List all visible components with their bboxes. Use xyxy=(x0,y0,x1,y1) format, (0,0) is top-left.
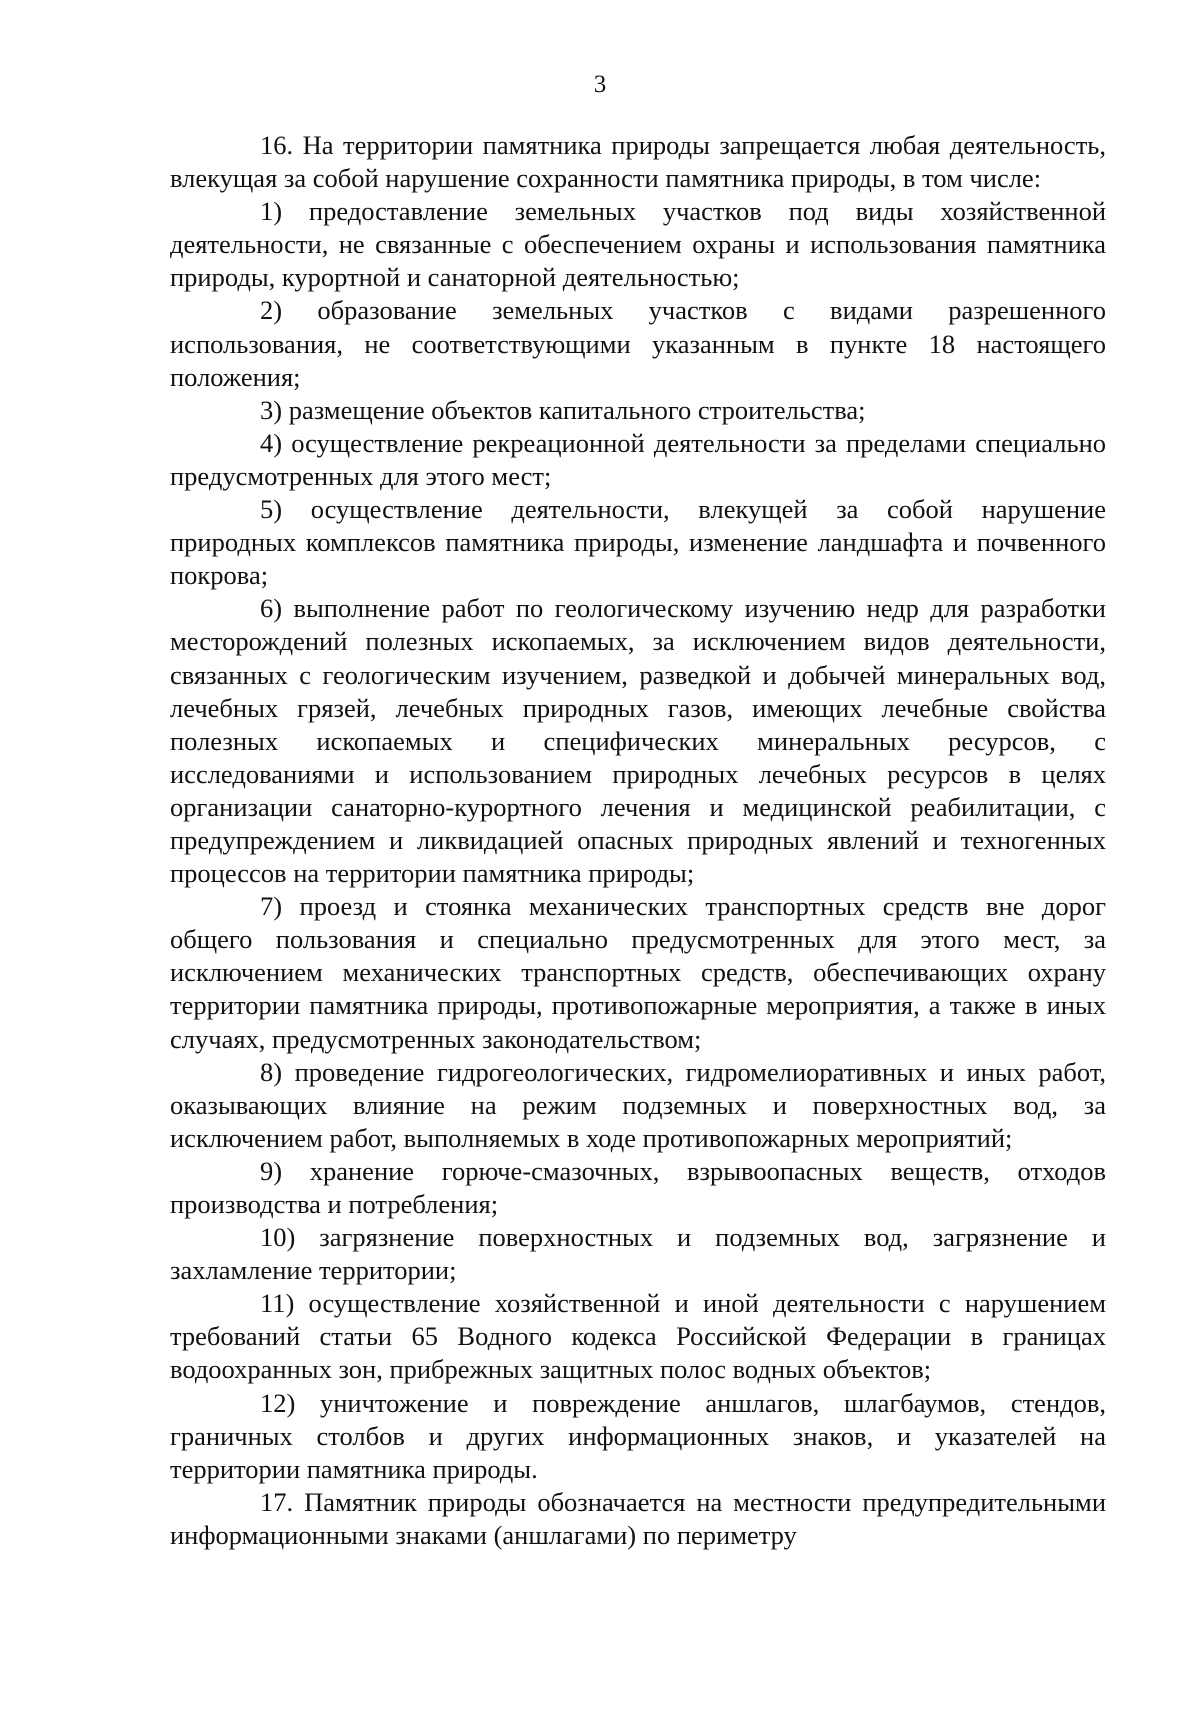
paragraph-17: 17. Памятник природы обозначается на местности предупредительными информационными знаками (аншлагами) по периметру xyxy=(170,1486,1106,1550)
list-item-12: 12) уничтожение и повреждение аншлагов, шлагбаумов, стендов, граничных столбов и других информационных знаков, и указателей на территории памятника природы. xyxy=(170,1387,1106,1484)
list-item-5: 5) осуществление деятельности, влекущей за собой нарушение природных комплексов памятника природы, изменение ландшафта и почвенного покрова; xyxy=(170,494,1106,591)
list-item-7: 7) проезд и стоянка механических транспортных средств вне дорог общего пользования и специально предусмотренных для этого мест, за исключением механических транспортных средств, обеспечивающих охрану территории памятника природы, противопожарные мероприятия, а также в иных случаях, предусмотренных законодательством; xyxy=(170,891,1106,1054)
list-item-8: 8) проведение гидрогеологических, гидромелиоративных и иных работ, оказывающих влияние на режим подземных и поверхностных вод, за исключением работ, выполняемых в ходе противопожарных мероприятий; xyxy=(170,1056,1106,1153)
list-item-11: 11) осуществление хозяйственной и иной деятельности с нарушением требований статьи 65 Водного кодекса Российской Федерации в границах водоохранных зон, прибрежных защитных полос водных объектов; xyxy=(170,1288,1106,1385)
page-number: 3 xyxy=(593,71,607,98)
list-item-4: 4) осуществление рекреационной деятельности за пределами специально предусмотренных для этого мест; xyxy=(170,427,1106,491)
list-item-10: 10) загрязнение поверхностных и подземных вод, загрязнение и захламление территории; xyxy=(170,1222,1106,1286)
paragraph-16-intro: 16. На территории памятника природы запрещается любая деятельность, влекущая за собой нарушение сохранности памятника природы, в том числе: xyxy=(170,130,1106,194)
list-item-9: 9) хранение горюче-смазочных, взрывоопасных веществ, отходов производства и потребления; xyxy=(170,1155,1106,1219)
list-item-6: 6) выполнение работ по геологическому изучению недр для разработки месторождений полезных ископаемых, за исключением видов деятельности, связанных с геологическим изучением, разведкой и добычей минеральных вод, лечебных грязей, лечебных природных газов, имеющих лечебные свойства полезных ископаемых и специфических минеральных ресурсов, с исследованиями и использованием природных лечебных ресурсов в целях организации санаторно-курортного лечения и медицинской реабилитации, с предупреждением и ликвидацией опасных природных явлений и техногенных процессов на территории памятника природы; xyxy=(170,593,1106,889)
list-item-3: 3) размещение объектов капитального строительства; xyxy=(260,394,866,425)
document-body xyxy=(170,129,1106,1552)
list-item-2: 2) образование земельных участков с видами разрешенного использования, не соответствующими указанным в пункте 18 настоящего положения; xyxy=(170,295,1106,392)
list-item-1: 1) предоставление земельных участков под виды хозяйственной деятельности, не связанные с обеспечением охраны и использования памятника природы, курортной и санаторной деятельностью; xyxy=(170,196,1106,293)
